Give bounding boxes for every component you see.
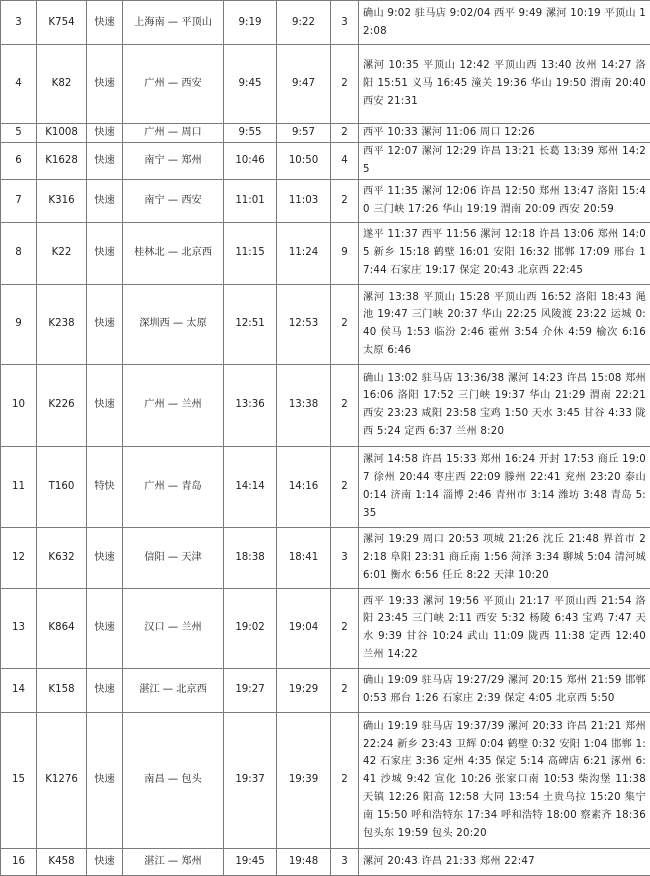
train-number: K1008	[37, 124, 87, 143]
train-type: 快速	[87, 527, 123, 588]
train-route: 汉口 — 兰州	[123, 588, 224, 668]
train-number: K22	[37, 222, 87, 284]
row-number: 15	[1, 712, 37, 848]
table-row	[1, 124, 650, 143]
stop-list: 漯河 10:35 平顶山 12:42 平顶山西 13:40 汝州 14:27 洛阳 15:51 义马 16:45 潼关 19:36 华山 19:50 渭南 20:40 西安 21:31	[359, 45, 650, 124]
stop-list: 漯河 19:29 周口 20:53 项城 21:26 沈丘 21:48 界首市 22:18 阜阳 23:31 商丘南 1:56 菏泽 3:34 聊城 5:04 清河城 6:01 衡水 6:56 任丘 8:22 天津 10:20	[359, 527, 650, 588]
stop-list: 西平 12:07 漯河 12:29 许昌 13:21 长葛 13:39 郑州 14:25	[359, 143, 650, 180]
table-row	[1, 712, 650, 848]
train-route: 湛江 — 郑州	[123, 848, 224, 875]
table-row	[1, 446, 650, 527]
row-number: 6	[1, 143, 37, 180]
train-type: 快速	[87, 143, 123, 180]
departure-time: 12:53	[277, 284, 331, 364]
train-number: K226	[37, 364, 87, 446]
row-number: 9	[1, 284, 37, 364]
stop-list: 西平 11:35 漯河 12:06 许昌 12:50 郑州 13:47 洛阳 15:40 三门峡 17:26 华山 19:19 渭南 20:09 西安 20:59	[359, 179, 650, 222]
table-row	[1, 45, 650, 124]
stop-list: 确山 19:09 驻马店 19:27/29 漯河 20:15 郑州 21:59 邯郸 0:53 邢台 1:26 石家庄 2:39 保定 4:05 北京西 5:50	[359, 668, 650, 712]
departure-time: 10:50	[277, 143, 331, 180]
stop-list: 确山 19:19 驻马店 19:37/39 漯河 20:33 许昌 21:21 郑州 22:24 新乡 23:43 卫辉 0:04 鹤壁 0:32 安阳 1:04 邯郸 1:42 石家庄 3:36 定州 4:35 保定 5:14 高碑店 6:21 涿州 6:41 沙城 9:42 宣化 10:26 张家口南 10:53 柴沟堡 11:38 天镇 12:26 阳高 12:58 大同 13:54 土贵乌拉 15:20 集宁南 15:50 呼和浩特东 17:34 呼和浩特 18:00 察素齐 18:36 包头东 19:59 包头 20:20	[359, 712, 650, 848]
arrival-time: 13:36	[224, 364, 277, 446]
stop-duration: 9	[331, 222, 359, 284]
train-number: K864	[37, 588, 87, 668]
arrival-time: 9:45	[224, 45, 277, 124]
stop-duration: 4	[331, 143, 359, 180]
train-number: K458	[37, 848, 87, 875]
stop-duration: 2	[331, 179, 359, 222]
train-number: K1628	[37, 143, 87, 180]
train-number: T160	[37, 446, 87, 527]
departure-time: 19:29	[277, 668, 331, 712]
departure-time: 11:03	[277, 179, 331, 222]
stop-list: 西平 10:33 漯河 11:06 周口 12:26	[359, 124, 650, 143]
departure-time: 19:48	[277, 848, 331, 875]
train-route: 信阳 — 天津	[123, 527, 224, 588]
train-route: 南昌 — 包头	[123, 712, 224, 848]
train-type: 快速	[87, 284, 123, 364]
departure-time: 13:38	[277, 364, 331, 446]
row-number: 4	[1, 45, 37, 124]
table-row	[1, 364, 650, 446]
row-number: 12	[1, 527, 37, 588]
arrival-time: 11:15	[224, 222, 277, 284]
train-route: 广州 — 兰州	[123, 364, 224, 446]
train-type: 快速	[87, 848, 123, 875]
arrival-time: 12:51	[224, 284, 277, 364]
table-row	[1, 527, 650, 588]
train-route: 桂林北 — 北京西	[123, 222, 224, 284]
stop-duration: 3	[331, 1, 359, 45]
table-row	[1, 143, 650, 180]
train-number: K82	[37, 45, 87, 124]
train-type: 快速	[87, 1, 123, 45]
train-route: 广州 — 西安	[123, 45, 224, 124]
train-type: 快速	[87, 124, 123, 143]
arrival-time: 18:38	[224, 527, 277, 588]
stop-duration: 2	[331, 45, 359, 124]
table-row	[1, 848, 650, 875]
stop-duration: 3	[331, 527, 359, 588]
arrival-time: 19:02	[224, 588, 277, 668]
departure-time: 9:57	[277, 124, 331, 143]
train-route: 南宁 — 郑州	[123, 143, 224, 180]
stop-duration: 2	[331, 284, 359, 364]
departure-time: 9:22	[277, 1, 331, 45]
stop-duration: 2	[331, 712, 359, 848]
stop-duration: 3	[331, 848, 359, 875]
train-type: 特快	[87, 446, 123, 527]
row-number: 8	[1, 222, 37, 284]
stop-list: 漯河 14:58 许昌 15:33 郑州 16:24 开封 17:53 商丘 19:07 徐州 20:44 枣庄西 22:09 滕州 22:41 兖州 23:20 泰山 0:14 济南 1:14 淄博 2:46 青州市 3:14 潍坊 3:48 青岛 5:35	[359, 446, 650, 527]
stop-list: 遂平 11:37 西平 11:56 漯河 12:18 许昌 13:06 郑州 14:05 新乡 15:18 鹤壁 16:01 安阳 16:32 邯郸 17:09 邢台 17:44 石家庄 19:17 保定 20:43 北京西 22:45	[359, 222, 650, 284]
departure-time: 19:04	[277, 588, 331, 668]
stop-duration: 2	[331, 588, 359, 668]
train-route: 广州 — 青岛	[123, 446, 224, 527]
train-type: 快速	[87, 222, 123, 284]
table-row	[1, 668, 650, 712]
train-number: K1276	[37, 712, 87, 848]
departure-time: 11:24	[277, 222, 331, 284]
row-number: 10	[1, 364, 37, 446]
table-row	[1, 284, 650, 364]
arrival-time: 10:46	[224, 143, 277, 180]
train-number: K632	[37, 527, 87, 588]
stop-list: 漯河 20:43 许昌 21:33 郑州 22:47	[359, 848, 650, 875]
train-number: K316	[37, 179, 87, 222]
stop-list: 漯河 13:38 平顶山 15:28 平顶山西 16:52 洛阳 18:43 渑池 19:47 三门峡 20:37 华山 22:25 风陵渡 23:22 运城 0:40 侯马 1:53 临汾 2:46 霍州 3:54 介休 4:59 榆次 6:16 太原 6:46	[359, 284, 650, 364]
train-route: 南宁 — 西安	[123, 179, 224, 222]
train-type: 快速	[87, 179, 123, 222]
departure-time: 9:47	[277, 45, 331, 124]
stop-list: 西平 19:33 漯河 19:56 平顶山 21:17 平顶山西 21:54 洛阳 23:45 三门峡 2:11 西安 5:32 杨陵 6:43 宝鸡 7:47 天水 9:39 甘谷 10:24 武山 11:09 陇西 11:38 定西 12:40 兰州 14:22	[359, 588, 650, 668]
table-row	[1, 179, 650, 222]
row-number: 16	[1, 848, 37, 875]
departure-time: 19:39	[277, 712, 331, 848]
table-row	[1, 588, 650, 668]
stop-duration: 2	[331, 124, 359, 143]
stop-duration: 2	[331, 668, 359, 712]
row-number: 11	[1, 446, 37, 527]
train-route: 湛江 — 北京西	[123, 668, 224, 712]
arrival-time: 19:45	[224, 848, 277, 875]
train-number: K754	[37, 1, 87, 45]
train-type: 快速	[87, 588, 123, 668]
arrival-time: 19:37	[224, 712, 277, 848]
train-number: K158	[37, 668, 87, 712]
row-number: 5	[1, 124, 37, 143]
departure-time: 18:41	[277, 527, 331, 588]
stop-list: 确山 13:02 驻马店 13:36/38 漯河 14:23 许昌 15:08 郑州 16:06 洛阳 17:52 三门峡 19:37 华山 21:29 渭南 22:21 西安 23:23 咸阳 23:58 宝鸡 1:50 天水 3:45 甘谷 4:33 陇西 5:24 定西 6:37 兰州 8:20	[359, 364, 650, 446]
train-route: 深圳西 — 太原	[123, 284, 224, 364]
train-route: 上海南 — 平顶山	[123, 1, 224, 45]
train-type: 快速	[87, 712, 123, 848]
departure-time: 14:16	[277, 446, 331, 527]
arrival-time: 11:01	[224, 179, 277, 222]
row-number: 14	[1, 668, 37, 712]
arrival-time: 14:14	[224, 446, 277, 527]
table-row	[1, 222, 650, 284]
train-type: 快速	[87, 364, 123, 446]
train-type: 快速	[87, 45, 123, 124]
stop-duration: 2	[331, 364, 359, 446]
train-route: 广州 — 周口	[123, 124, 224, 143]
arrival-time: 9:19	[224, 1, 277, 45]
arrival-time: 9:55	[224, 124, 277, 143]
row-number: 3	[1, 1, 37, 45]
row-number: 13	[1, 588, 37, 668]
table-row	[1, 1, 650, 45]
row-number: 7	[1, 179, 37, 222]
train-number: K238	[37, 284, 87, 364]
stop-duration: 2	[331, 446, 359, 527]
arrival-time: 19:27	[224, 668, 277, 712]
stop-list: 确山 9:02 驻马店 9:02/04 西平 9:49 漯河 10:19 平顶山 12:08	[359, 1, 650, 45]
train-type: 快速	[87, 668, 123, 712]
